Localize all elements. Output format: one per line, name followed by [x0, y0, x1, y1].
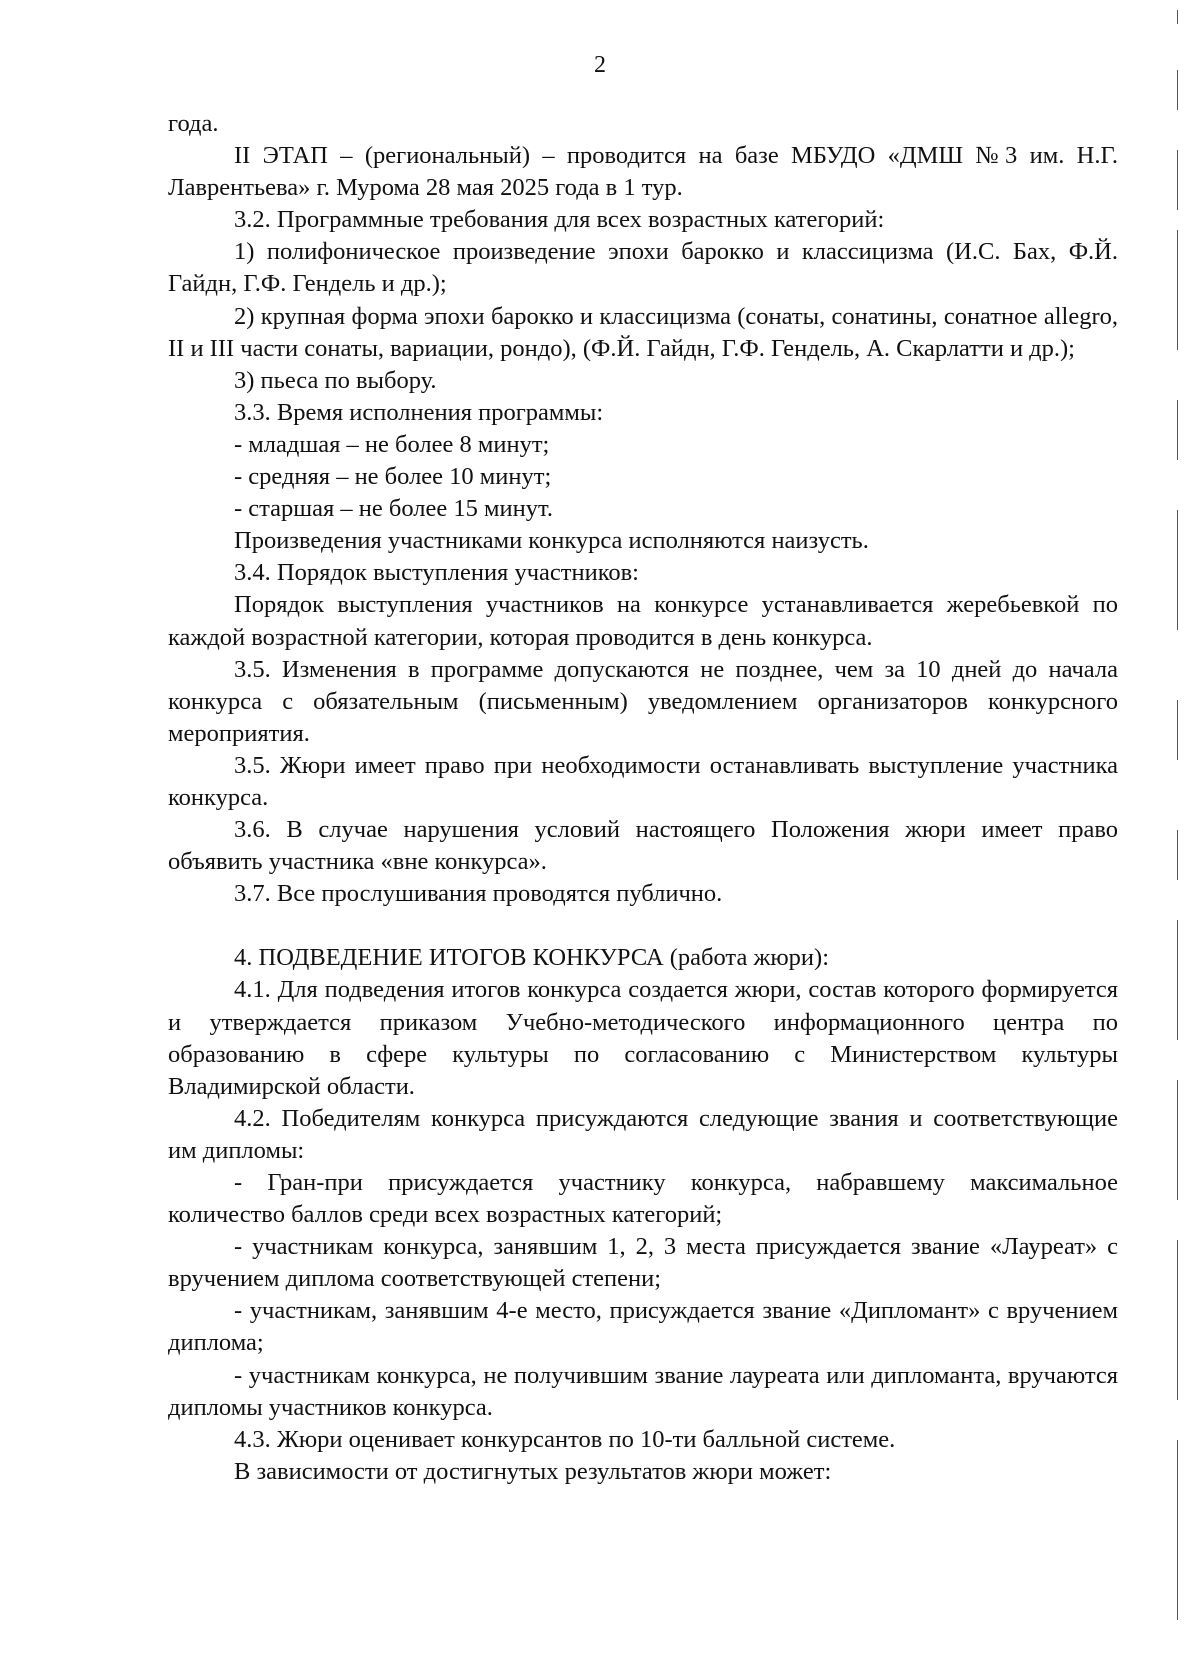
- paragraph-by-heart: Произведения участниками конкурса исполняются наизусть.: [234, 527, 869, 555]
- paragraph-3-7: 3.7. Все прослушивания проводятся публично.: [234, 880, 723, 908]
- paragraph-3-2-item-3: 3) пьеса по выбору.: [234, 366, 437, 394]
- scan-edge-line: [1177, 1080, 1178, 1200]
- paragraph-3-2-heading: 3.2. Программные требования для всех возрастных категорий:: [234, 206, 885, 234]
- paragraph-year-end: года.: [168, 110, 219, 137]
- paragraph-3-3-junior: - младшая – не более 8 минут;: [234, 430, 550, 458]
- scan-edge-line: [1177, 1240, 1178, 1400]
- scan-edge-line: [1177, 700, 1178, 760]
- section-4-heading: 4. ПОДВЕДЕНИЕ ИТОГОВ КОНКУРСА (работа жюри):: [234, 944, 829, 972]
- paragraph-stage-two: II ЭТАП – (региональный) – проводится на базе МБУДО «ДМШ №3 им. Н.Г. Лаврентьева» г. Мурома 28 мая 2025 года в 1 тур.: [168, 142, 1118, 202]
- page-number: 2: [594, 52, 606, 78]
- scan-edge-line: [1177, 70, 1178, 110]
- document-body: [168, 108, 1118, 1488]
- paragraph-4-2-participants: - участникам конкурса, не получившим звание лауреата или дипломанта, вручаются дипломы участников конкурса.: [168, 1361, 1118, 1421]
- paragraph-3-2-item-1: 1) полифоническое произведение эпохи барокко и классицизма (И.С. Бах, Ф.Й. Гайдн, Г.Ф. Гендель и др.);: [168, 238, 1118, 298]
- scan-edge-line: [1177, 230, 1178, 350]
- scan-edge-line: [1177, 400, 1178, 460]
- paragraph-4-2: 4.2. Победителям конкурса присуждаются следующие звания и соответствующие им дипломы:: [168, 1104, 1118, 1164]
- paragraph-3-4-text: Порядок выступления участников на конкурсе устанавливается жеребьевкой по каждой возрастной категории, которая проводится в день конкурса.: [168, 591, 1118, 651]
- paragraph-3-3-senior: - старшая – не более 15 минут.: [234, 495, 553, 523]
- section-gap: [168, 910, 1118, 942]
- paragraph-3-3-heading: 3.3. Время исполнения программы:: [234, 398, 604, 426]
- scan-edge-line: [1177, 920, 1178, 1040]
- scan-edge-line: [1177, 830, 1178, 880]
- scan-edge-line: [1177, 510, 1178, 630]
- paragraph-4-2-laureate: - участникам конкурса, занявшим 1, 2, 3 места присуждается звание «Лауреат» с вручением диплома соответствующей степени;: [168, 1233, 1118, 1293]
- paragraph-3-2-item-2: 2) крупная форма эпохи барокко и классицизма (сонаты, сонатины, сонатное allegro, II и III части сонаты, вариации, рондо), (Ф.Й. Гайдн, Г.Ф. Гендель, А. Скарлатти и др.);: [168, 302, 1118, 362]
- paragraph-4-2-diplomant: - участникам, занявшим 4-е место, присуждается звание «Дипломант» с вручением диплома;: [168, 1297, 1118, 1357]
- paragraph-jury-may: В зависимости от достигнутых результатов жюри может:: [234, 1457, 832, 1485]
- paragraph-3-4-heading: 3.4. Порядок выступления участников:: [234, 559, 639, 587]
- paragraph-3-6: 3.6. В случае нарушения условий настоящего Положения жюри имеет право объявить участника «вне конкурса».: [168, 816, 1118, 876]
- paragraph-3-5-changes: 3.5. Изменения в программе допускаются не позднее, чем за 10 дней до начала конкурса с обязательным (письменным) уведомлением организаторов конкурсного мероприятия.: [168, 655, 1118, 747]
- scan-edge-line: [1177, 1440, 1178, 1620]
- scan-edge-line: [1177, 10, 1178, 24]
- scan-edge-line: [1177, 150, 1178, 210]
- paragraph-4-2-grand-prix: - Гран-при присуждается участнику конкурса, набравшему максимальное количество баллов среди всех возрастных категорий;: [168, 1169, 1118, 1229]
- paragraph-3-5-jury-stop: 3.5. Жюри имеет право при необходимости останавливать выступление участника конкурса.: [168, 751, 1118, 811]
- paragraph-4-1: 4.1. Для подведения итогов конкурса создается жюри, состав которого формируется и утверждается приказом Учебно-методического информационного центра по образованию в сфере культуры по согласованию с Министерством культуры Владимирской области.: [168, 976, 1118, 1100]
- paragraph-4-3: 4.3. Жюри оценивает конкурсантов по 10-ти балльной системе.: [234, 1425, 896, 1453]
- paragraph-3-3-middle: - средняя – не более 10 минут;: [234, 463, 552, 491]
